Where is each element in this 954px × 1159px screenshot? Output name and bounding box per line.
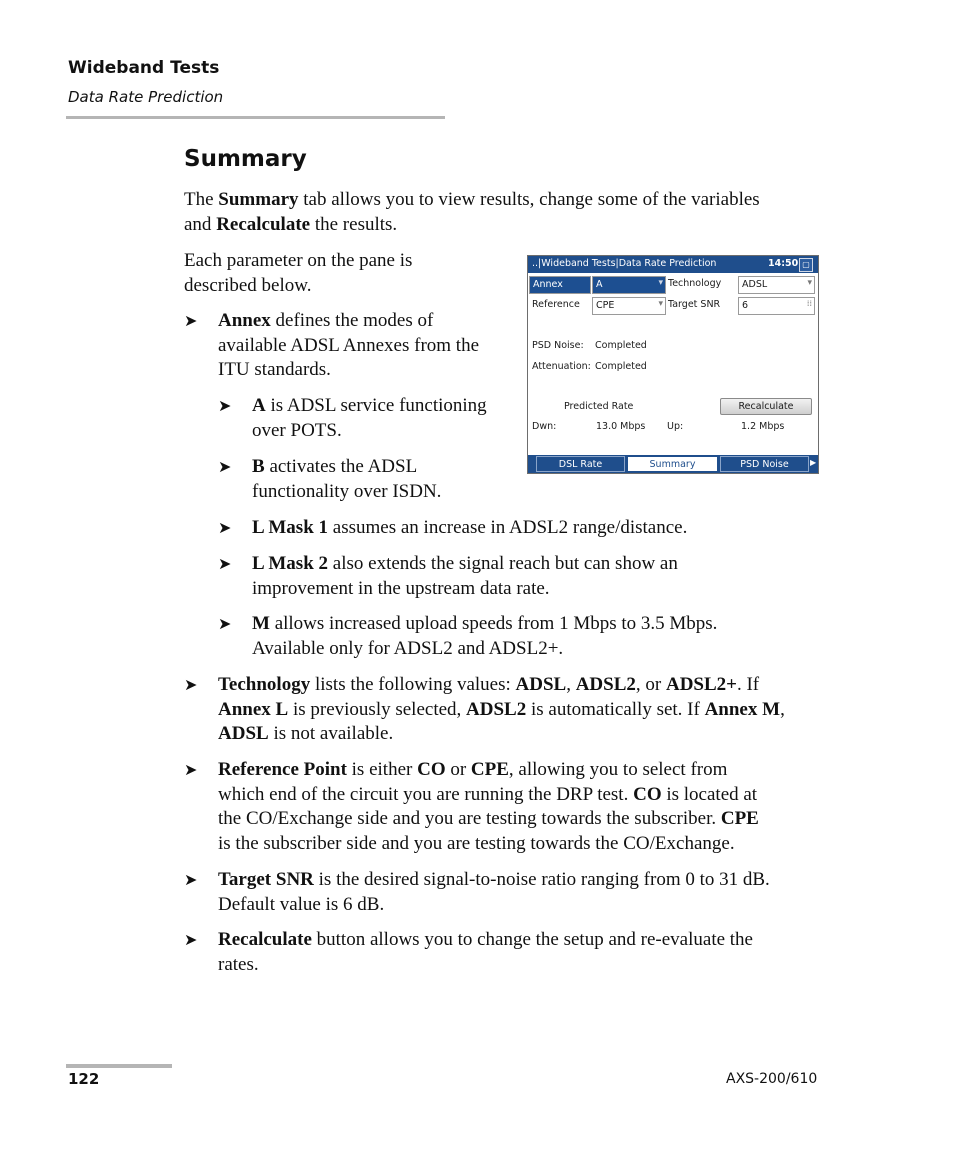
dwn-value: 13.0 Mbps xyxy=(596,421,646,432)
description-paragraph: Each parameter on the pane is described below. xyxy=(184,250,413,296)
header-subtitle: Data Rate Prediction xyxy=(68,88,224,106)
bullet-arrow-icon: ➤ xyxy=(184,677,198,694)
predicted-rate-label: Predicted Rate xyxy=(564,401,634,412)
header-title: Wideband Tests xyxy=(68,58,220,78)
bullet-arrow-icon: ➤ xyxy=(184,313,198,330)
page-number: 122 xyxy=(68,1070,100,1088)
psd-noise-label: PSD Noise: xyxy=(532,340,584,351)
dwn-label: Dwn: xyxy=(532,421,557,432)
sub-bullet-arrow-icon: ➤ xyxy=(218,616,232,633)
window-toggle-icon[interactable]: ▢ xyxy=(799,258,813,272)
tab-summary[interactable]: Summary xyxy=(627,456,718,472)
sub-bullet-arrow-icon: ➤ xyxy=(218,556,232,573)
bullet-arrow-icon: ➤ xyxy=(184,872,198,889)
chevron-down-icon: ▾ xyxy=(658,299,663,309)
device-title: ..|Wideband Tests|Data Rate Prediction xyxy=(532,258,717,269)
tab-dsl-rate[interactable]: DSL Rate xyxy=(536,456,625,472)
scroll-right-icon[interactable]: ▶ xyxy=(810,458,817,467)
chevron-down-icon: ▾ xyxy=(807,278,812,288)
up-value: 1.2 Mbps xyxy=(741,421,785,432)
attenuation-label: Attenuation: xyxy=(532,361,591,372)
footer-rule xyxy=(66,1064,172,1068)
recalculate-item: Recalculate button allows you to change the setup and re-evaluate the rates. xyxy=(218,929,753,975)
annex-select[interactable]: A ▾ xyxy=(592,276,666,294)
target-snr-item: Target SNR is the desired signal-to-noise ratio ranging from 0 to 31 dB. Default value is 6 dB. xyxy=(218,869,770,915)
sub-bullet-arrow-icon: ➤ xyxy=(218,459,232,476)
reference-select[interactable]: CPE ▾ xyxy=(592,297,666,315)
header-rule xyxy=(66,116,445,119)
intro-paragraph: The Summary tab allows you to view results, change some of the variables and Recalculate the results. xyxy=(184,189,760,235)
annex-m-item: M allows increased upload speeds from 1 Mbps to 3.5 Mbps. Available only for ADSL2 and ADSL2+. xyxy=(252,613,718,659)
product-model: AXS-200/610 xyxy=(726,1071,818,1087)
up-label: Up: xyxy=(667,421,684,432)
psd-noise-value: Completed xyxy=(595,340,647,351)
reference-item: Reference Point is either CO or CPE, allowing you to select from which end of the circuit you are running the DRP test. CO is located at the CO/Exchange side and you are testing towards the subscriber. CPE is the subscriber side and you are testing towards the CO/Exchange. xyxy=(218,759,759,854)
sub-bullet-arrow-icon: ➤ xyxy=(218,398,232,415)
target-snr-input[interactable]: 6 ⁞⁞ xyxy=(738,297,815,315)
bullet-arrow-icon: ➤ xyxy=(184,932,198,949)
chevron-down-icon: ▾ xyxy=(658,278,663,288)
section-title: Summary xyxy=(184,146,307,172)
technology-select[interactable]: ADSL ▾ xyxy=(738,276,815,294)
annex-label-cell: Annex xyxy=(529,276,591,294)
reference-label: Reference xyxy=(532,299,580,310)
device-screenshot xyxy=(527,255,819,474)
annex-a-item: A is ADSL service functioning over POTS. xyxy=(252,395,487,441)
stepper-icon[interactable]: ⁞⁞ xyxy=(806,299,812,308)
attenuation-value: Completed xyxy=(595,361,647,372)
technology-item: Technology lists the following values: ADSL, ADSL2, or ADSL2+. If Annex L is previously selected, ADSL2 is automatically set. If Annex M, ADSL is not available. xyxy=(218,674,785,744)
recalculate-button[interactable]: Recalculate xyxy=(720,398,812,415)
device-title-bar xyxy=(528,256,818,273)
device-tab-bar xyxy=(528,455,818,473)
bullet-arrow-icon: ➤ xyxy=(184,762,198,779)
target-snr-label: Target SNR xyxy=(668,299,721,310)
annex-item: Annex defines the modes of available ADSL Annexes from the ITU standards. xyxy=(218,310,480,380)
annex-lmask1-item: L Mask 1 assumes an increase in ADSL2 range/distance. xyxy=(252,517,688,538)
tab-psd-noise[interactable]: PSD Noise xyxy=(720,456,809,472)
annex-b-item: B activates the ADSL functionality over ISDN. xyxy=(252,456,442,502)
device-clock: 14:50 xyxy=(768,258,799,269)
annex-lmask2-item: L Mask 2 also extends the signal reach but can show an improvement in the upstream data rate. xyxy=(252,553,678,599)
sub-bullet-arrow-icon: ➤ xyxy=(218,520,232,537)
technology-label: Technology xyxy=(668,278,722,289)
